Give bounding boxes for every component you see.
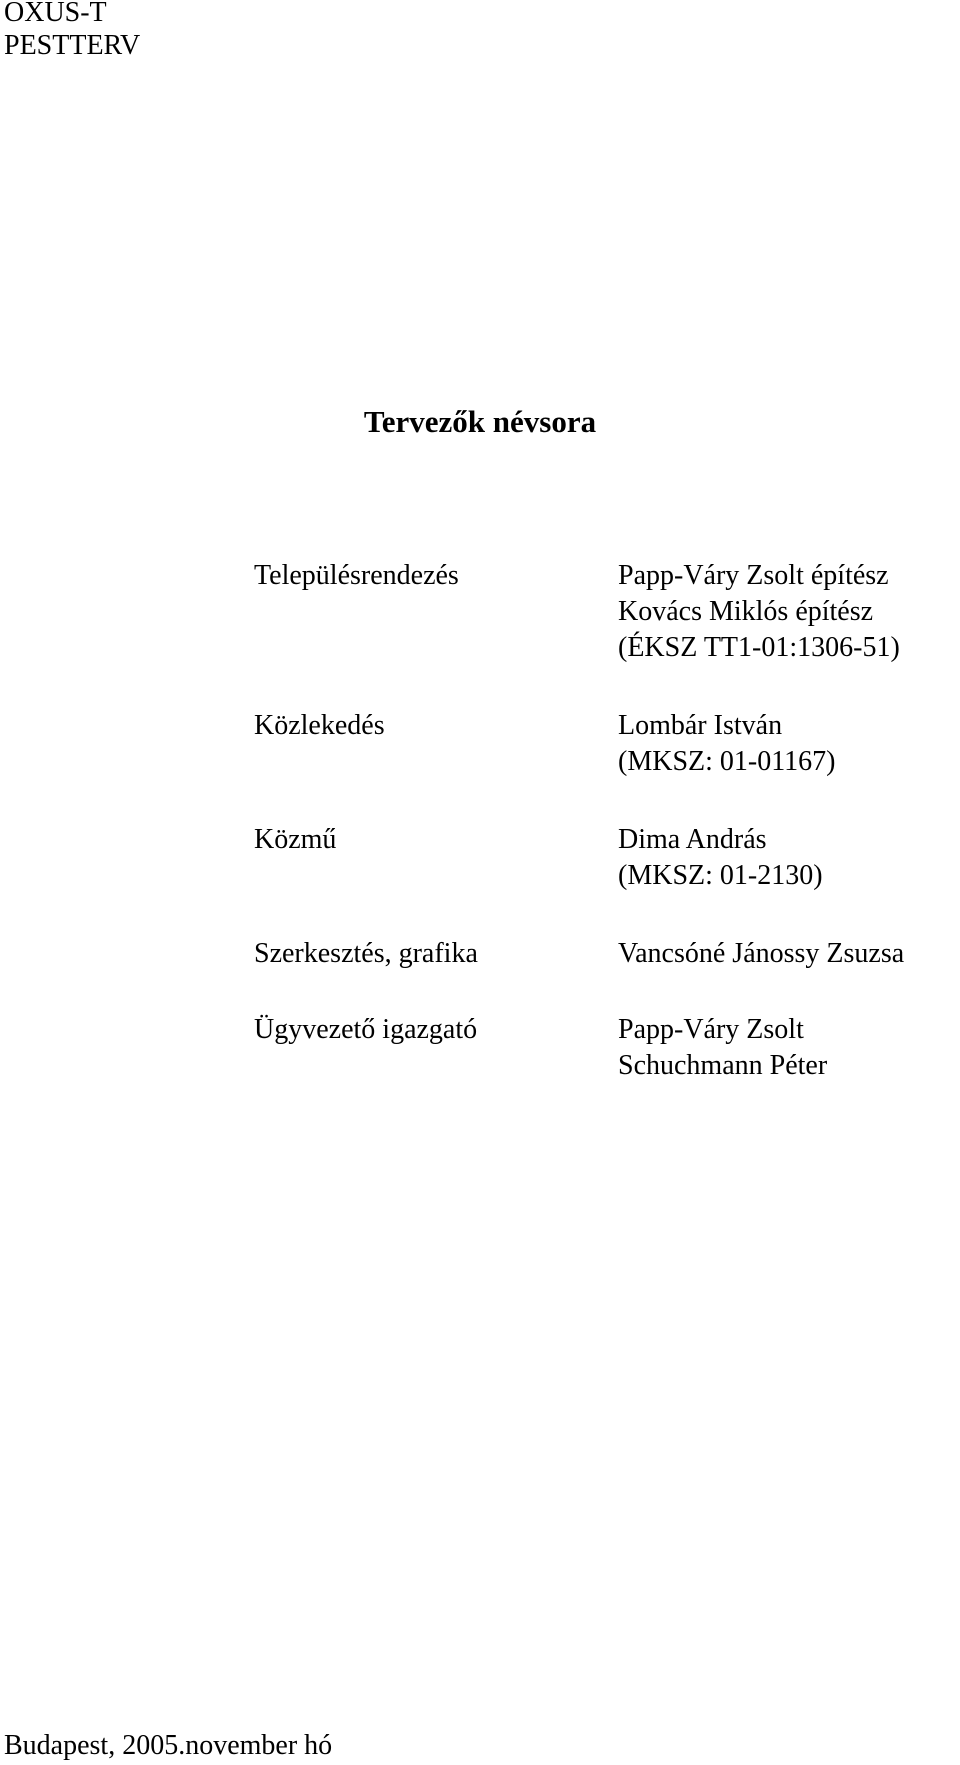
names-block-telepulesrendezes [618,558,900,666]
person-name: Dima András [618,824,767,855]
names-block-ugyvezeto [618,1012,827,1084]
names-block-kozmu [618,822,823,894]
registration-number: (MKSZ: 01-2130) [618,860,823,891]
company-header [4,0,140,62]
person-name: Schuchmann Péter [618,1050,828,1081]
role-label-kozmu: Közmű [254,824,337,855]
person-name: Kovács Miklós építész [618,596,874,627]
person-name: Lombár István [618,710,783,741]
company-name: OXUS-T [4,0,107,28]
role-label-ugyvezeto: Ügyvezető igazgató [254,1014,478,1045]
registration-number: (MKSZ: 01-01167) [618,746,836,777]
person-name: Papp-Váry Zsolt [618,1014,804,1045]
names-block-szerkesztes [618,936,904,972]
person-name: Vancsóné Jánossy Zsuzsa [618,938,905,969]
registration-number: (ÉKSZ TT1-01:1306-51) [618,632,900,663]
place-date-footer: Budapest, 2005.november hó [4,1730,333,1761]
company-name-secondary: PESTTERV [4,30,141,61]
role-label-telepulesrendezes: Településrendezés [254,560,459,591]
page-title: Tervezők névsora [363,404,597,439]
names-block-kozlekedes [618,708,836,780]
role-label-szerkesztes: Szerkesztés, grafika [254,938,478,969]
role-label-kozlekedes: Közlekedés [254,710,385,741]
person-name: Papp-Váry Zsolt építész [618,560,889,591]
